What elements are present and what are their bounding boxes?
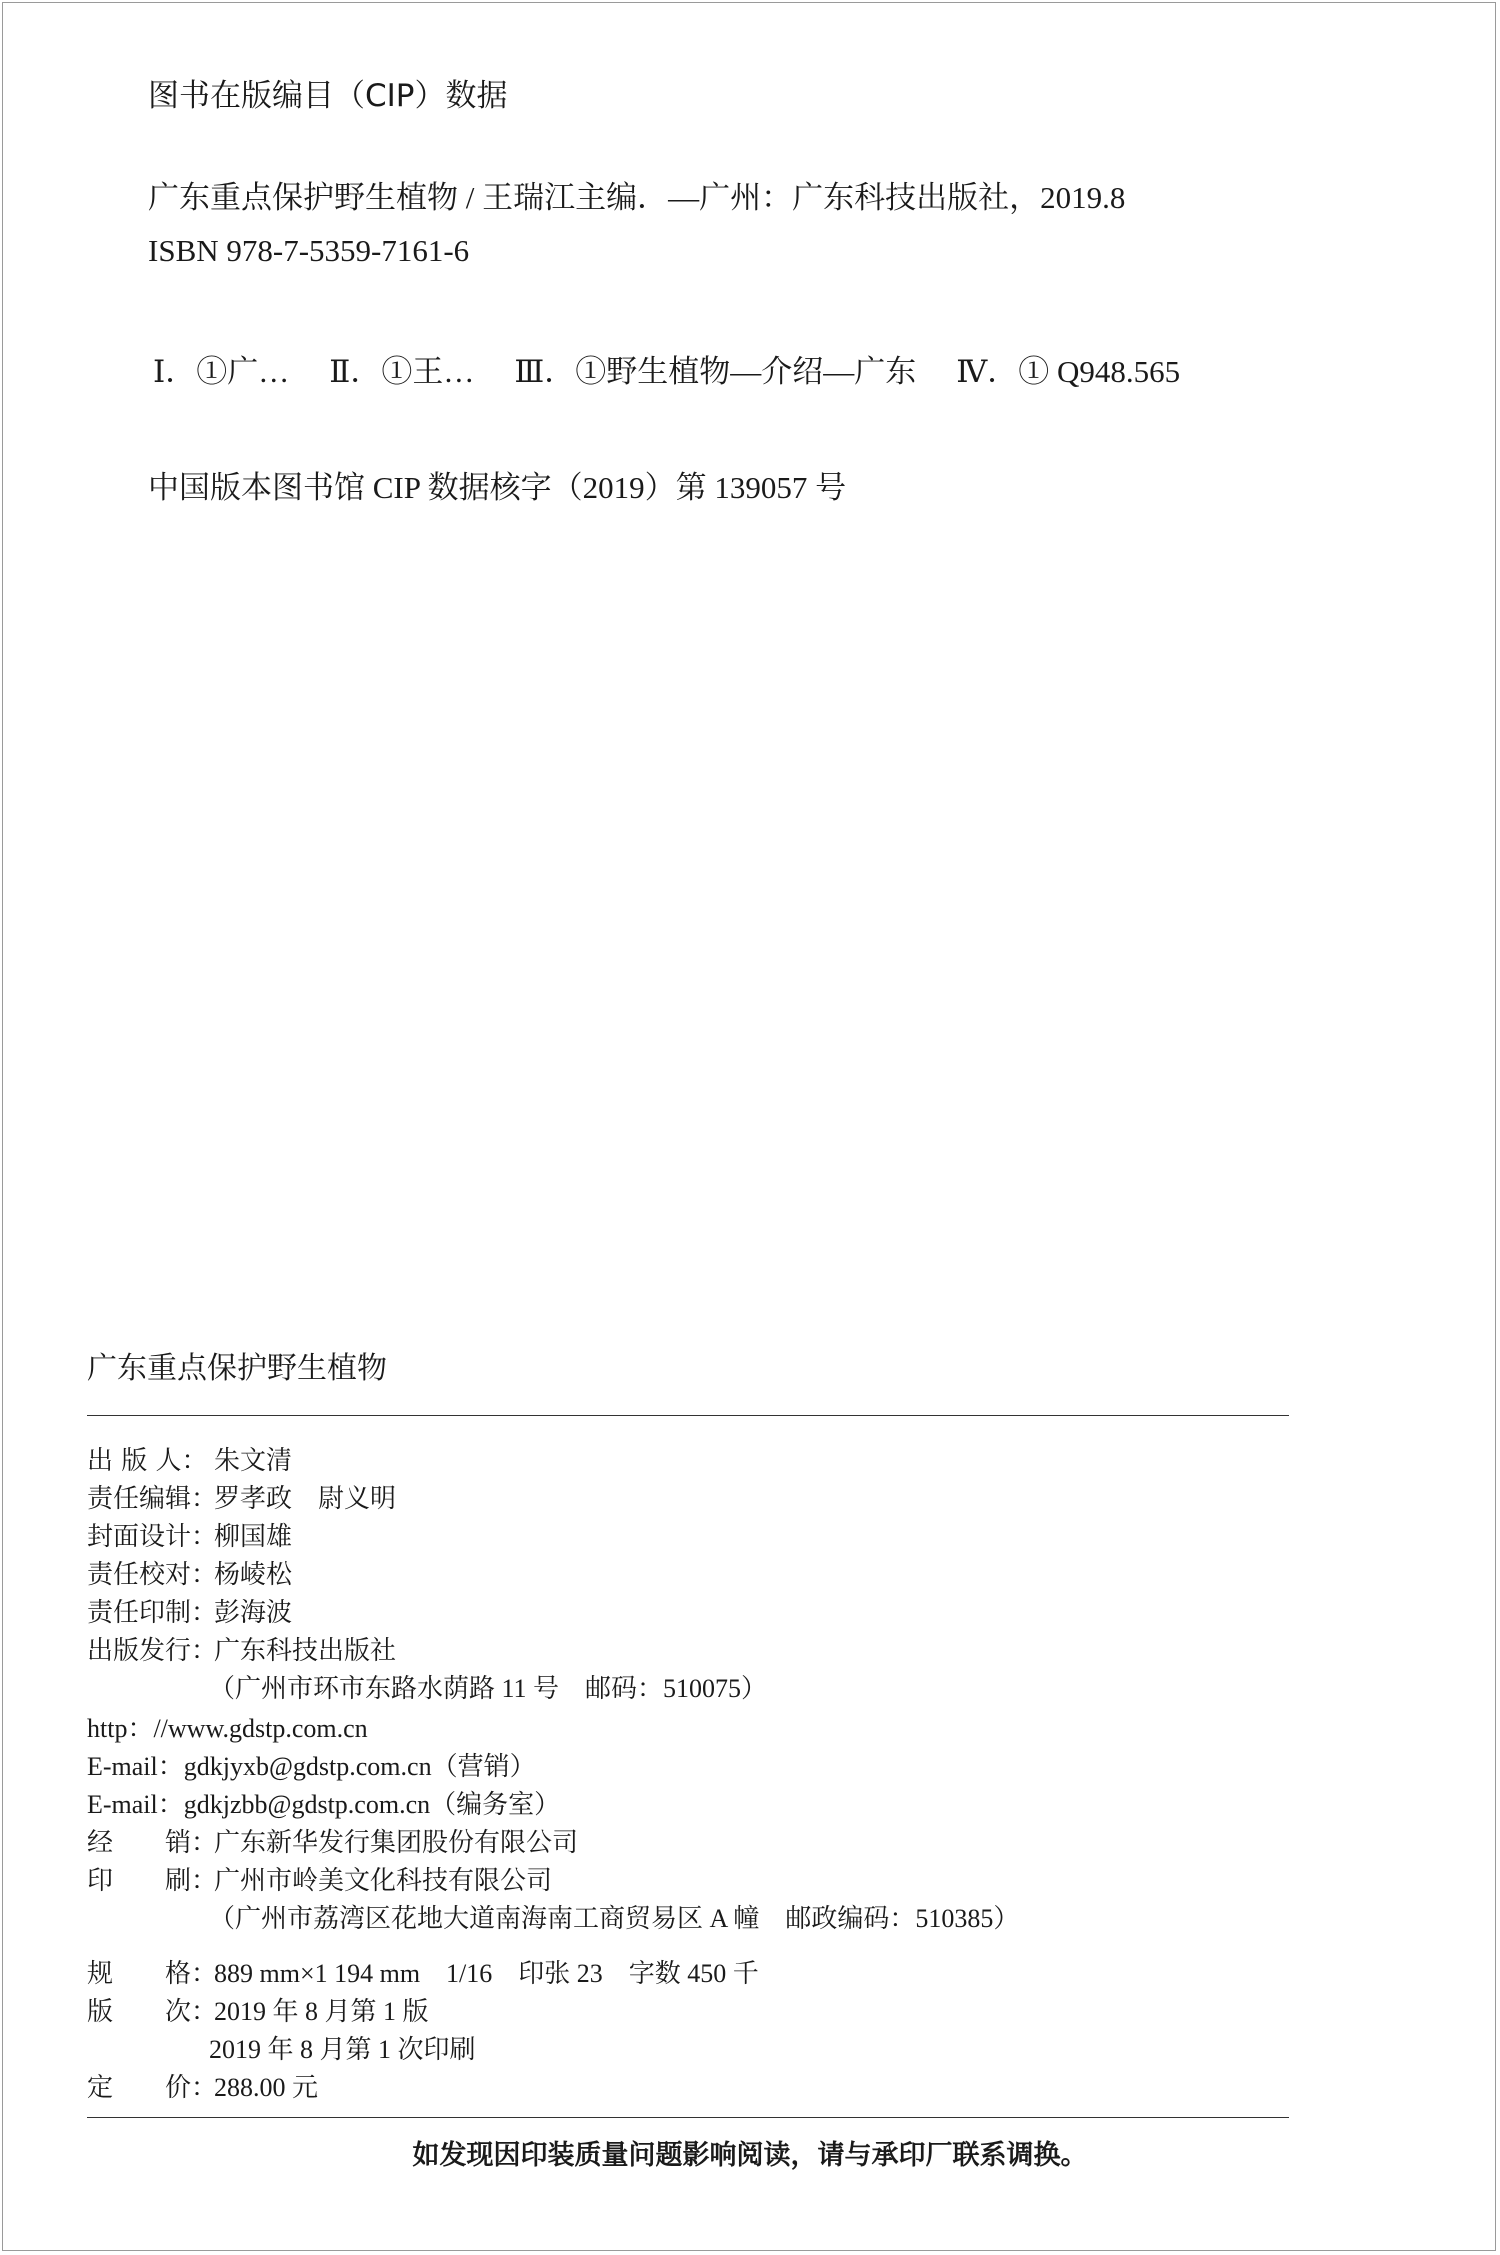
row-value: 广东科技出版社 [214, 1636, 397, 1665]
row-spec [87, 1953, 759, 1990]
cip-class-3: Ⅲ．①野生植物—介绍—广东 [514, 354, 917, 389]
row-label: 封面设计： [87, 1522, 218, 1552]
row-cover-design [87, 1516, 292, 1553]
row-label: 版 次： [87, 1997, 218, 2027]
row-editors [87, 1478, 396, 1515]
cip-record-number: 中国版本图书馆 CIP 数据核字（2019）第 139057 号 [148, 470, 847, 505]
email-sales[interactable]: E-mail：gdkjyxb@gdstp.com.cn（营销） [87, 1752, 536, 1781]
cip-classification [153, 346, 1180, 391]
row-value: 杨崚松 [214, 1560, 293, 1589]
row-publisher [87, 1630, 396, 1667]
row-value: 广州市岭美文化科技有限公司 [214, 1866, 553, 1895]
cip-bibliographic-line: 广东重点保护野生植物 / 王瑞江主编．—广州：广东科技出版社，2019.8 [148, 180, 1126, 215]
divider-bottom [87, 2117, 1289, 2118]
row-label: 印 刷： [87, 1866, 218, 1896]
row-print-supervisor [87, 1592, 292, 1629]
row-value: 288.00 元 [214, 2073, 319, 2102]
row-distributor [87, 1822, 578, 1859]
row-printer [87, 1860, 552, 1897]
row-value: 2019 年 8 月第 1 版 [214, 1997, 429, 2026]
row-value: 889 mm×1 194 mm 1/16 印张 23 字数 450 千 [214, 1959, 759, 1988]
row-value: 柳国雄 [214, 1522, 293, 1551]
row-label: 出版发行： [87, 1636, 218, 1666]
cip-class-2: Ⅱ．①王… [329, 354, 475, 389]
row-value: 广东新华发行集团股份有限公司 [214, 1828, 579, 1857]
book-title: 广东重点保护野生植物 [87, 1351, 387, 1386]
email-editorial[interactable]: E-mail：gdkjzbb@gdstp.com.cn（编务室） [87, 1790, 561, 1819]
row-label: 经 销： [87, 1828, 218, 1858]
row-label: 责任编辑： [87, 1484, 218, 1514]
publisher-address: （广州市环市东路水荫路 11 号 邮码：510075） [209, 1674, 768, 1703]
row-label: 责任印制： [87, 1598, 218, 1628]
cip-class-1: Ⅰ．①广… [153, 354, 290, 389]
row-label: 责任校对： [87, 1560, 218, 1590]
row-value: 朱文清 [214, 1446, 293, 1475]
row-label: 规 格： [87, 1959, 218, 1989]
row-label: 出 版 人： [87, 1446, 208, 1476]
row-value: 罗孝政 尉义明 [214, 1484, 397, 1513]
row-price [87, 2067, 318, 2104]
website-link[interactable]: http：//www.gdstp.com.cn [87, 1714, 368, 1743]
row-label: 定 价： [87, 2073, 218, 2103]
row-edition [87, 1991, 429, 2028]
printer-address: （广州市荔湾区花地大道南海南工商贸易区 A 幢 邮政编码：510385） [209, 1904, 1020, 1933]
cip-heading: 图书在版编目（CIP）数据 [148, 78, 508, 114]
quality-notice: 如发现因印装质量问题影响阅读，请与承印厂联系调换。 [412, 2140, 1088, 2171]
row-publisher-person [87, 1440, 292, 1477]
divider-top [87, 1415, 1289, 1416]
printing-info: 2019 年 8 月第 1 次印刷 [209, 2035, 476, 2064]
cip-class-4: Ⅳ．① Q948.565 [956, 354, 1181, 389]
cip-isbn: ISBN 978-7-5359-7161-6 [148, 233, 470, 268]
row-value: 彭海波 [214, 1598, 293, 1627]
row-proofreader [87, 1554, 292, 1591]
